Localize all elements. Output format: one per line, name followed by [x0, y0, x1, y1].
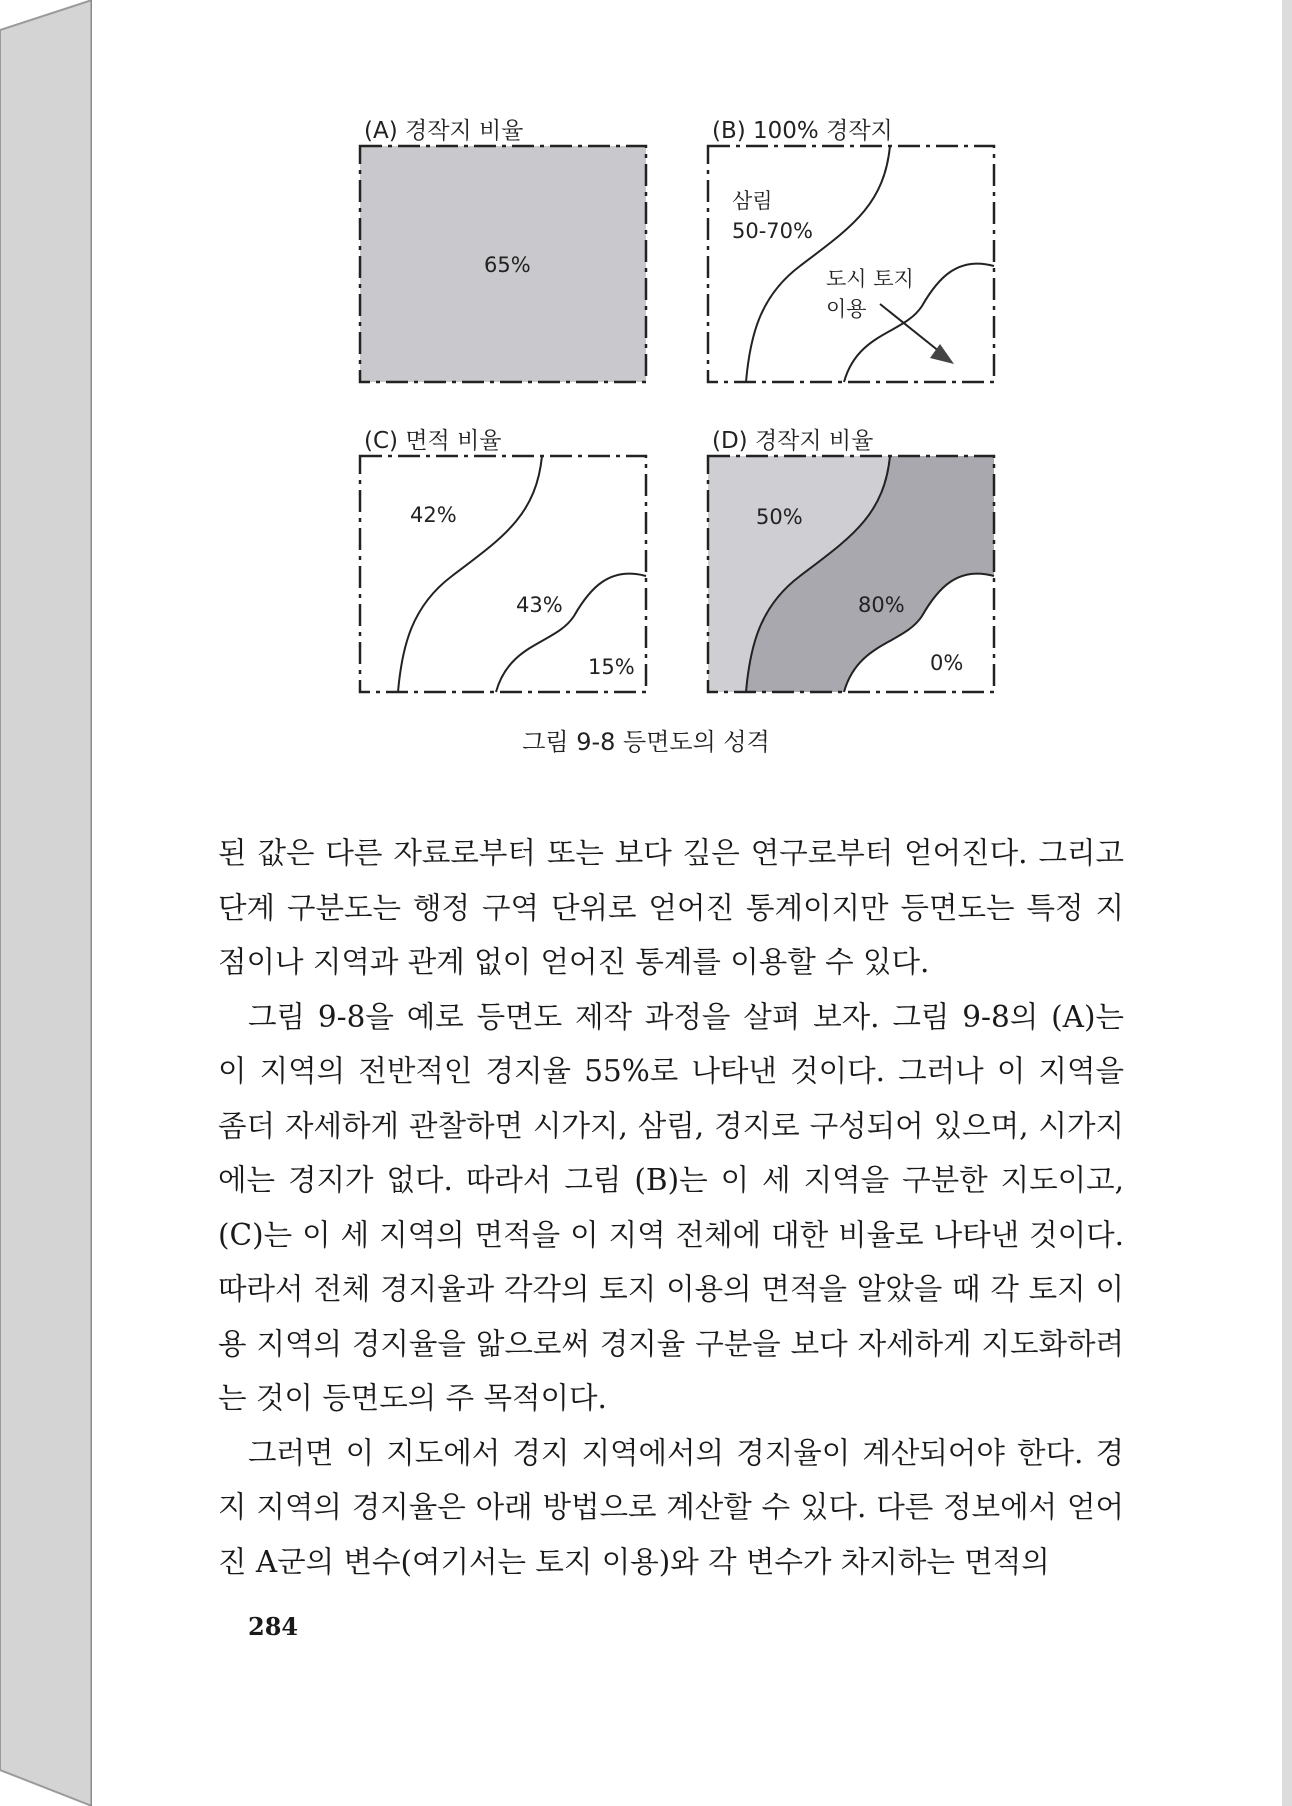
panel-d-urban-value: 0% — [930, 651, 964, 675]
figure-caption: 그림 9-8 등면도의 성격 — [522, 728, 770, 756]
panel-b-forest-label: 삼림 — [732, 189, 773, 213]
panel-b-map — [708, 146, 994, 382]
panel-a-label: (A) 경작지 비율 — [364, 118, 524, 144]
panel-c-forest-value: 42% — [410, 503, 457, 527]
panel-d-map — [708, 456, 994, 692]
panel-d-farm-value: 80% — [858, 593, 905, 617]
panel-c-urban-value: 15% — [588, 655, 635, 679]
panel-c-map — [360, 456, 646, 692]
panel-a-map — [360, 146, 646, 382]
panel-b-urban-label-2: 이용 — [826, 297, 867, 321]
panel-d-forest-value: 50% — [756, 505, 803, 529]
paragraph-3: 그러면 이 지도에서 경지 지역에서의 경지율이 계산되어야 한다. 경지 지역의 경지율은 아래 방법으로 계산할 수 있다. 다른 정보에서 얻어진 A군의 변수(여기서는 토지 이용)와 각 변수가 차지하는 면적의 — [218, 1435, 1124, 1579]
panel-c-farm-value: 43% — [516, 593, 563, 617]
panel-b-forest-value: 50-70% — [732, 219, 813, 243]
paragraph-2: 그림 9-8을 예로 등면도 제작 과정을 살펴 보자. 그림 9-8의 (A)는 이 지역의 전반적인 경지율 55%로 나타낸 것이다. 그러나 이 지역을 좀더 자세하게 관찰하면 시가지, 삼림, 경지로 구성되어 있으며, 시가지에는 경지가 없다. 따라서 그림 (B)는 이 세 지역을 구분한 지도이고, (C)는 이 세 지역의 면적을 이 지역 전체에 대한 비율로 나타낸 것이다. 따라서 전체 경지율과 각각의 토지 이용의 면적을 알았을 때 각 토지 이용 지역의 경지율을 앎으로써 경지율 구분을 보다 자세하게 지도화하려는 것이 등면도의 주 목적이다. — [218, 999, 1124, 1415]
panel-b-urban-label: 도시 토지 — [826, 267, 914, 291]
panel-a-value: 65% — [484, 253, 531, 277]
panel-d-label: (D) 경작지 비율 — [712, 428, 874, 454]
panel-b-label: (B) 100% 경작지 — [712, 118, 893, 144]
page-number: 284 — [248, 1612, 299, 1641]
panel-c-label: (C) 면적 비율 — [364, 428, 502, 454]
body-text — [218, 826, 1124, 1589]
paragraph-1: 된 값은 다른 자료로부터 또는 보다 깊은 연구로부터 얻어진다. 그리고 단계 구분도는 행정 구역 단위로 얻어진 통계이지만 등면도는 특정 지점이나 지역과 관계 없이 얻어진 통계를 이용할 수 있다. — [218, 836, 1124, 979]
